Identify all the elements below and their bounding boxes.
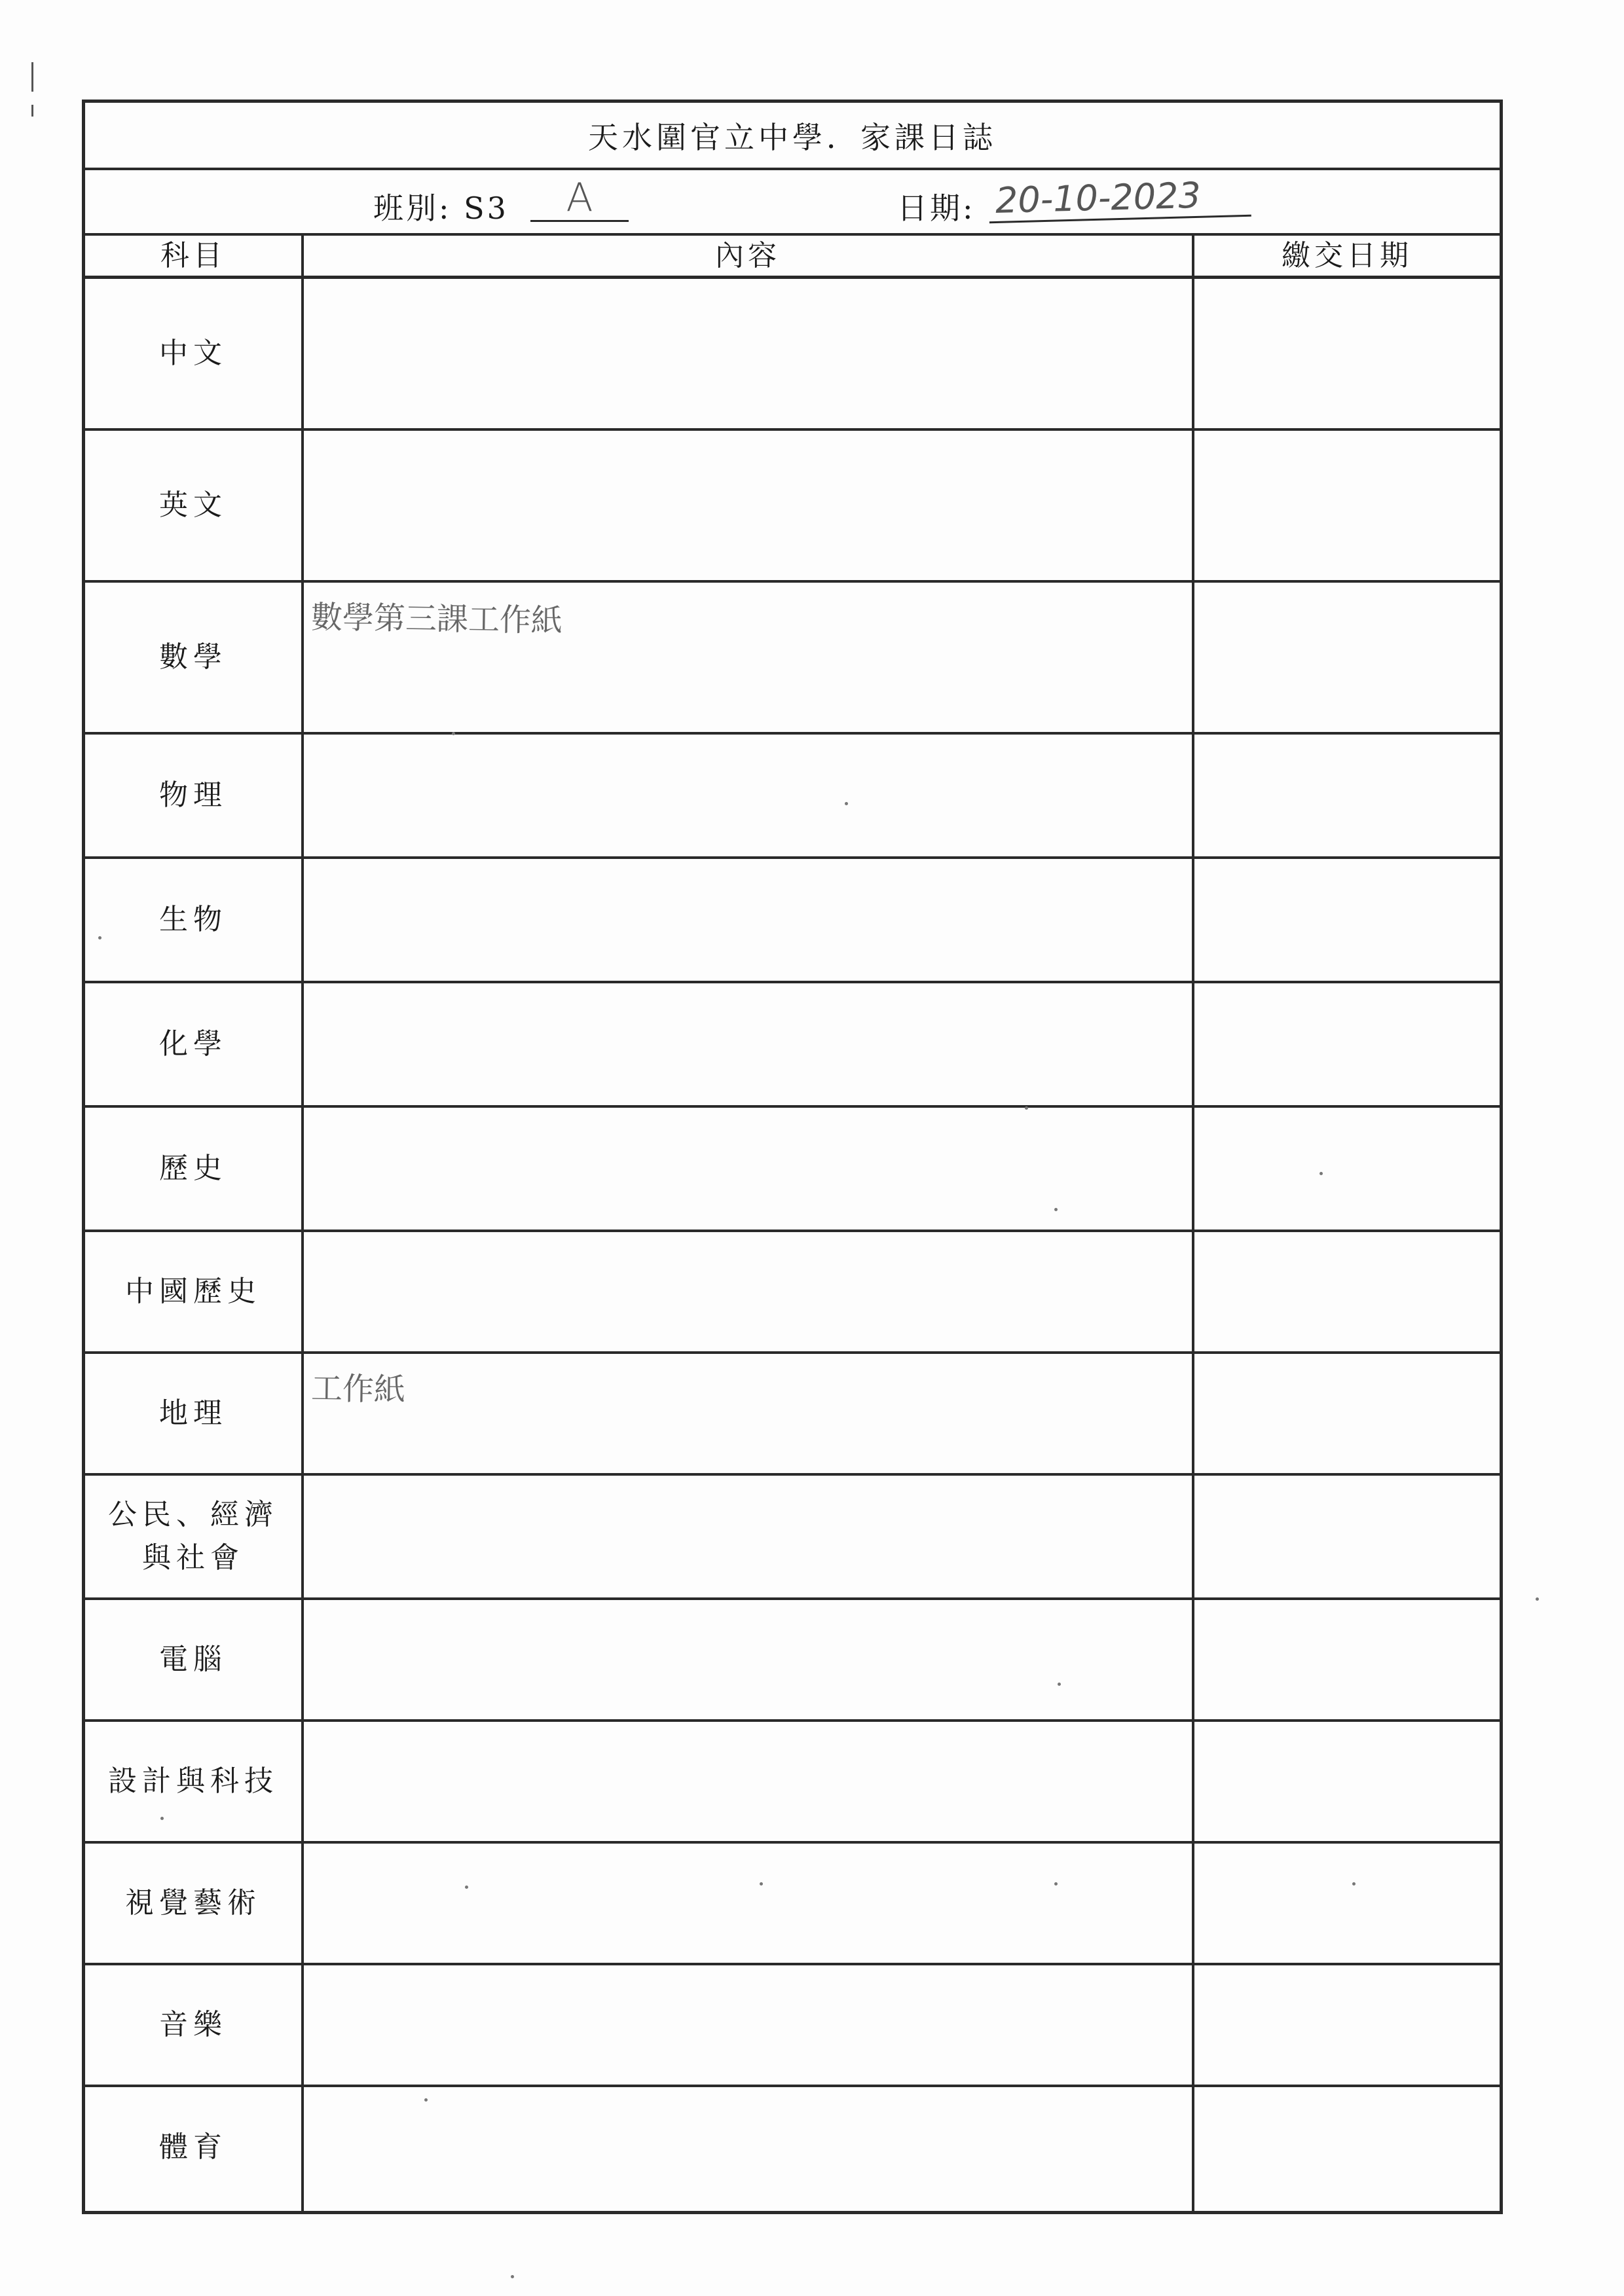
homework-content-cell: 數學第三課工作紙 [310, 599, 563, 640]
diary-title: 天水圍官立中學．家課日誌 [85, 103, 1500, 170]
subject-row [85, 2087, 1500, 2208]
subject-row [85, 1354, 1500, 1476]
date-label: 日期: [897, 191, 976, 226]
subject-name: 公民、經濟 與社會 [108, 1498, 278, 1575]
subject-row [85, 1844, 1500, 1965]
subject-row [85, 1232, 1500, 1354]
subject-name: 電腦 [159, 1643, 227, 1676]
homework-content-cell [311, 288, 1182, 301]
subject-row [85, 431, 1500, 583]
scan-speck [845, 802, 848, 805]
subject-name: 數學 [159, 640, 227, 674]
homework-content-cell [311, 1853, 1182, 1865]
scan-speck [465, 1886, 468, 1889]
subject-row [85, 1600, 1500, 1722]
scan-speck [452, 732, 455, 735]
class-label: 班別: S3 [373, 191, 509, 226]
scan-speck [424, 2098, 428, 2102]
scan-speck [98, 936, 101, 939]
subject-row [85, 1108, 1500, 1232]
class-value: A [530, 175, 629, 222]
subject-row [85, 1476, 1500, 1600]
column-header-content: 內容 [715, 239, 781, 272]
homework-diary-table [82, 100, 1503, 2214]
subject-name: 設計與科技 [108, 1764, 278, 1798]
class-date-row [85, 170, 1500, 236]
scan-margin-mark [31, 62, 33, 92]
scan-margin-mark [31, 105, 33, 117]
subject-row [85, 1965, 1500, 2087]
homework-content-cell [311, 744, 1182, 756]
homework-content-cell [311, 1731, 1182, 1743]
date-value: 20-10-2023 [988, 172, 1251, 223]
scan-speck [1320, 1172, 1323, 1175]
scan-speck [760, 1882, 763, 1886]
subject-row [85, 583, 1500, 735]
homework-content-cell [311, 993, 1182, 1005]
homework-content-cell: 工作紙 [310, 1370, 406, 1409]
homework-content-cell [311, 2096, 1182, 2109]
subject-name: 物理 [159, 778, 227, 812]
homework-content-cell [311, 1609, 1182, 1622]
scan-speck [1054, 1208, 1058, 1211]
homework-content-cell [311, 440, 1182, 452]
scan-speck [511, 2275, 514, 2278]
subject-row [85, 1722, 1500, 1844]
homework-content-cell [311, 1485, 1182, 1497]
subject-row [85, 735, 1500, 859]
column-header-row [85, 236, 1500, 279]
subject-name: 化學 [159, 1027, 227, 1061]
homework-content-cell [311, 868, 1182, 881]
subject-name: 音樂 [159, 2008, 227, 2041]
subject-row [85, 279, 1500, 431]
subject-name: 中文 [159, 337, 227, 370]
subject-row [85, 983, 1500, 1108]
homework-content-cell [311, 1975, 1182, 1987]
homework-content-cell [311, 1117, 1182, 1129]
scan-speck [1536, 1597, 1539, 1601]
scan-speck [160, 1817, 164, 1820]
subject-row [85, 859, 1500, 983]
subject-name: 視覺藝術 [125, 1886, 261, 1920]
scan-speck [1054, 1882, 1058, 1886]
scan-speck [1025, 1106, 1028, 1110]
scan-speck [1352, 1882, 1356, 1886]
subject-name: 體育 [159, 2130, 227, 2164]
subject-name: 生物 [159, 903, 227, 936]
scan-speck [1058, 1683, 1061, 1686]
subject-name: 英文 [159, 488, 227, 522]
column-header-due-date: 繳交日期 [1282, 239, 1412, 272]
column-header-subject: 科目 [160, 239, 226, 272]
subject-name: 歷史 [159, 1152, 227, 1185]
subject-name: 中國歷史 [125, 1275, 261, 1308]
subject-name: 地理 [159, 1396, 227, 1430]
homework-content-cell [311, 1241, 1182, 1254]
